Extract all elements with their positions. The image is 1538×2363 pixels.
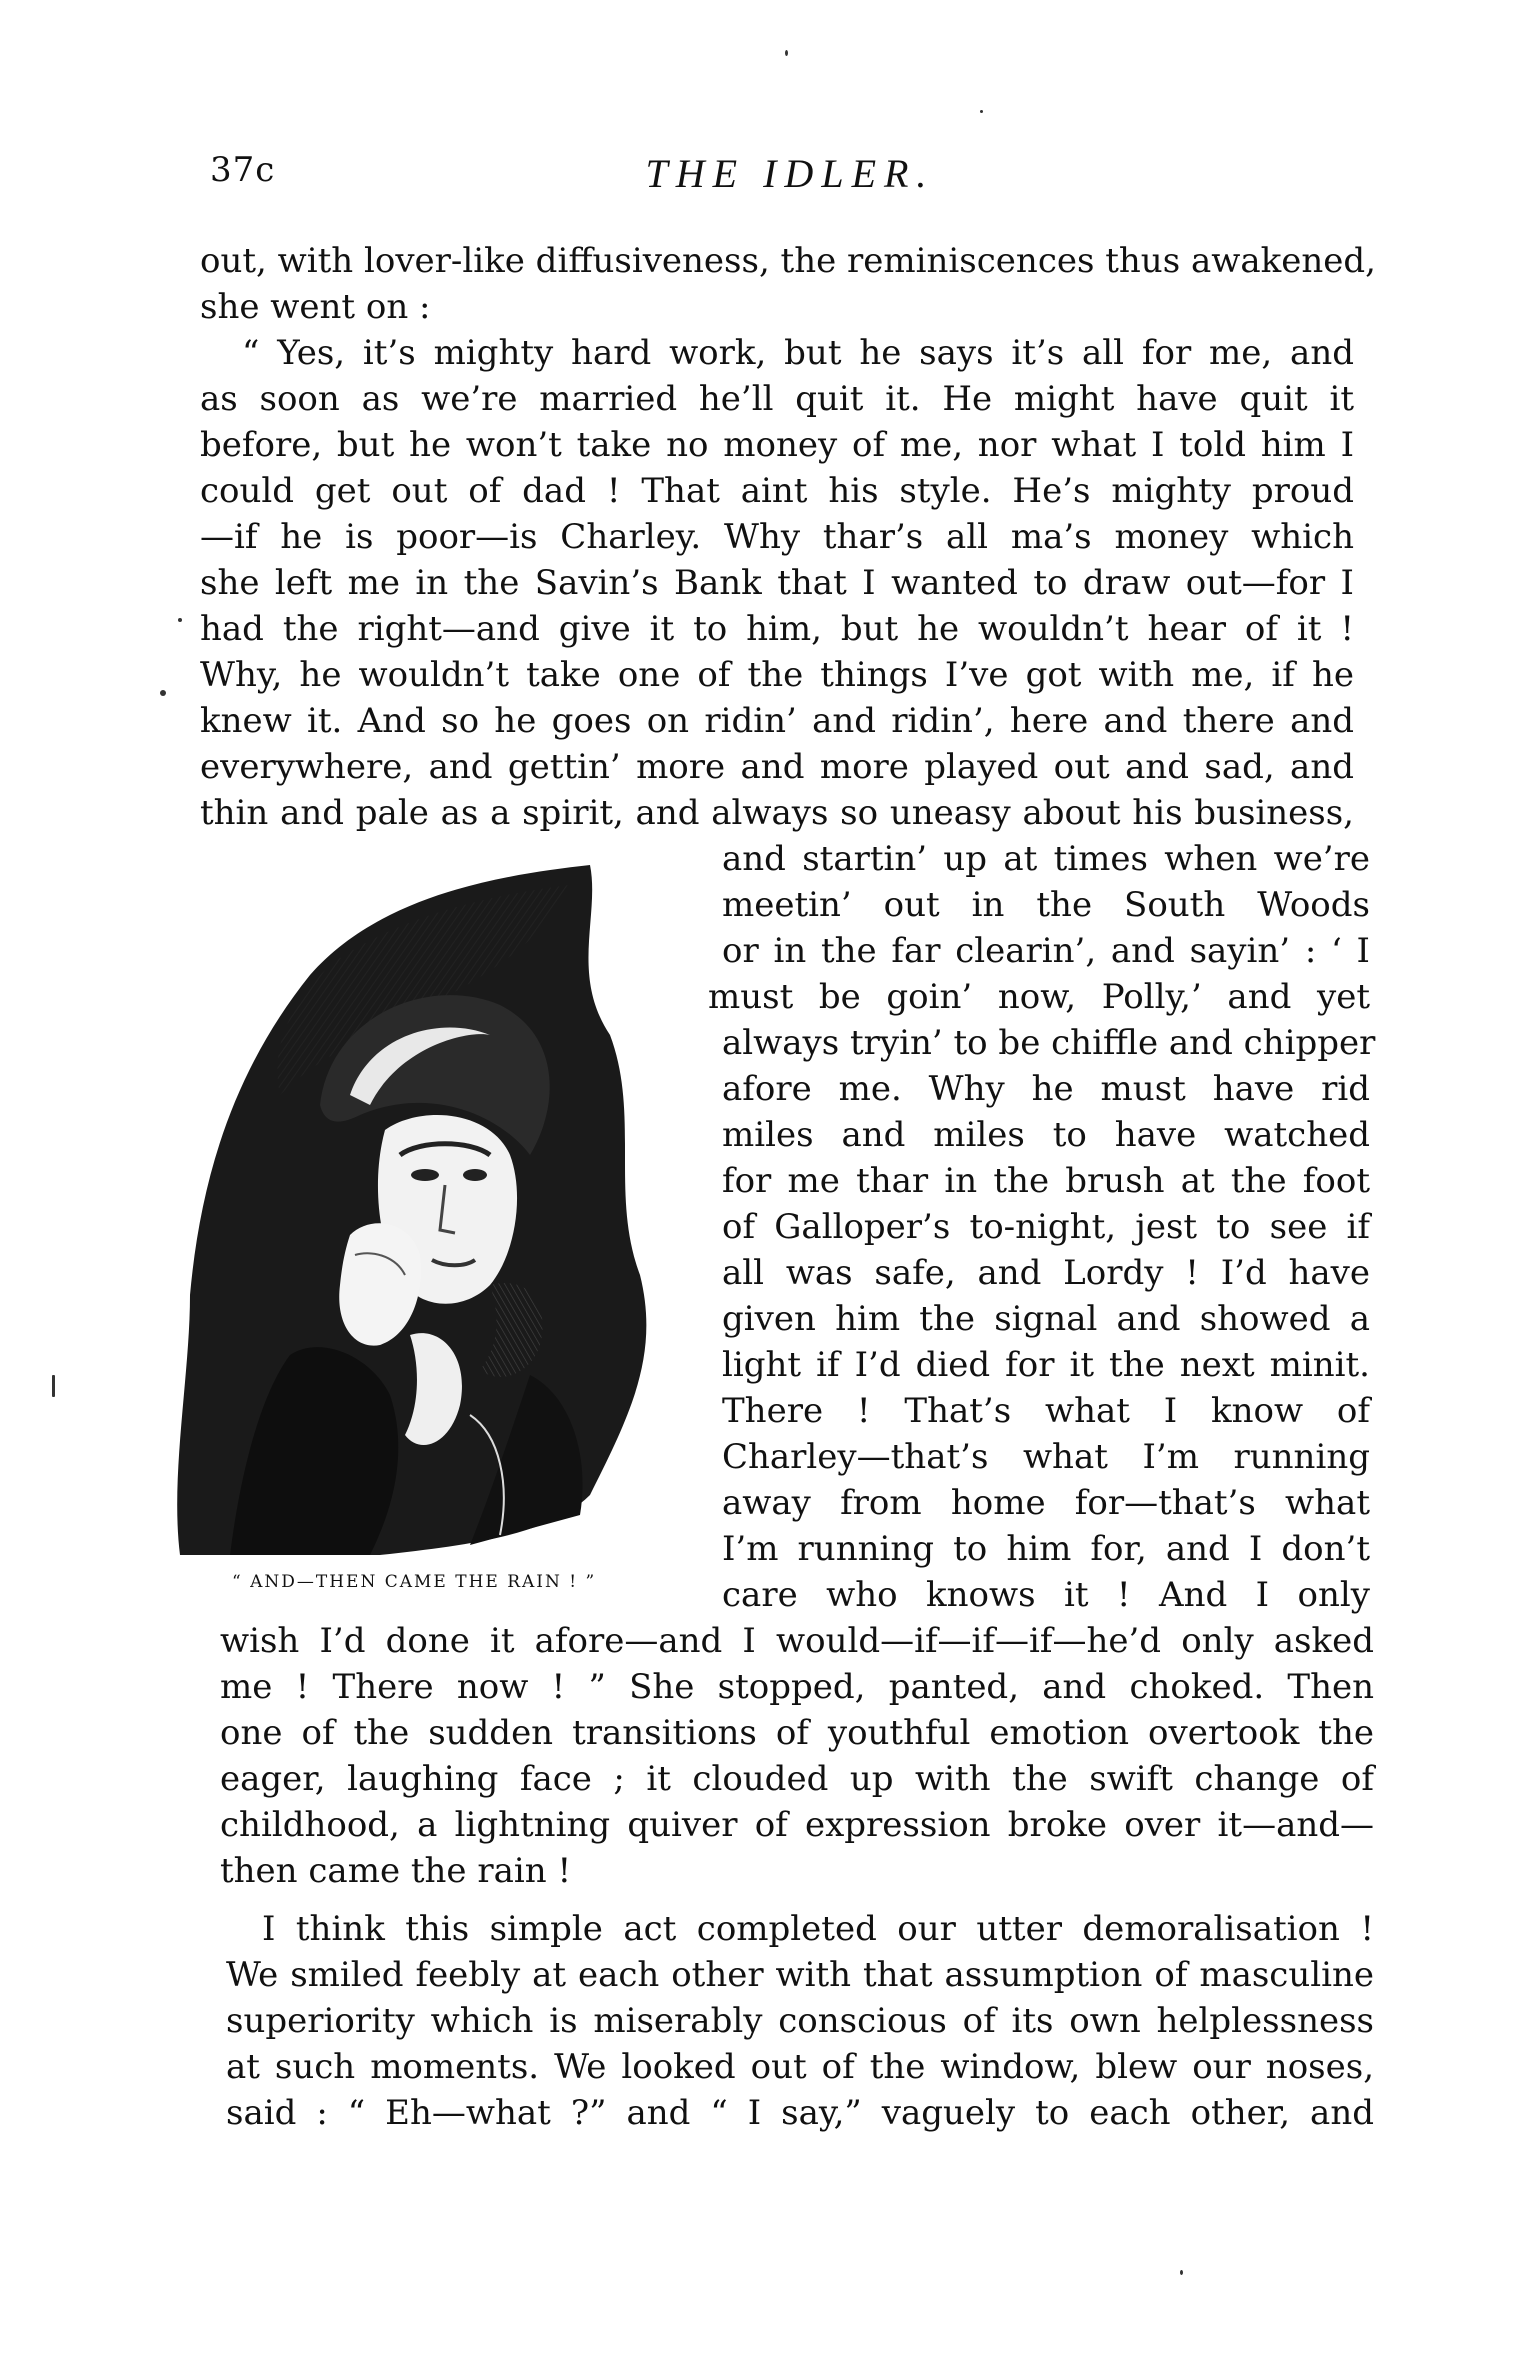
text-line: at such moments. We looked out of the window, blew our noses, bbox=[226, 2047, 1374, 2087]
text-line: out, with lover-like diffusiveness, the reminiscences thus awakened, bbox=[200, 241, 1376, 281]
text-line: before, but he won’t take no money of me, nor what I told him I bbox=[200, 425, 1354, 465]
text-line: must be goin’ now, Polly,’ and yet bbox=[708, 977, 1370, 1017]
text-line: Why, he wouldn’t take one of the things I’ve got with me, if he bbox=[200, 655, 1354, 695]
text-line: could get out of dad ! That aint his style. He’s mighty proud bbox=[200, 471, 1354, 511]
text-line: she went on : bbox=[200, 287, 431, 327]
text-line: miles and miles to have watched bbox=[722, 1115, 1370, 1155]
text-line: as soon as we’re married he’ll quit it. He might have quit it bbox=[200, 379, 1354, 419]
illustration-caption: “ AND—THEN CAME THE RAIN ! ” bbox=[232, 1572, 597, 1592]
text-line: or in the far clearin’, and sayin’ : ‘ I bbox=[722, 931, 1370, 971]
text-line: superiority which is miserably conscious of its own helplessness bbox=[226, 2001, 1374, 2041]
text-line: me ! There now ! ” She stopped, panted, and choked. Then bbox=[220, 1667, 1374, 1707]
text-line: she left me in the Savin’s Bank that I wanted to draw out—for I bbox=[200, 563, 1354, 603]
text-line: had the right—and give it to him, but he wouldn’t hear of it ! bbox=[200, 609, 1354, 649]
illustration-engraving bbox=[170, 855, 690, 1575]
text-line: then came the rain ! bbox=[220, 1851, 572, 1891]
text-line: meetin’ out in the South Woods bbox=[722, 885, 1370, 925]
text-line: all was safe, and Lordy ! I’d have bbox=[722, 1253, 1370, 1293]
text-line: of Galloper’s to-night, jest to see if bbox=[722, 1207, 1370, 1247]
page-header bbox=[200, 150, 1380, 200]
text-line: knew it. And so he goes on ridin’ and ridin’, here and there and bbox=[200, 701, 1354, 741]
text-line: I’m running to him for, and I don’t bbox=[722, 1529, 1370, 1569]
running-title: THE IDLER. bbox=[645, 151, 935, 196]
text-line: said : “ Eh—what ?” and “ I say,” vaguely to each other, and bbox=[226, 2093, 1374, 2133]
text-line: away from home for—that’s what bbox=[722, 1483, 1370, 1523]
text-line: “ Yes, it’s mighty hard work, but he says it’s all for me, and bbox=[242, 333, 1354, 373]
text-line: and startin’ up at times when we’re bbox=[722, 839, 1370, 879]
print-speck bbox=[785, 50, 788, 56]
text-line: eager, laughing face ; it clouded up with the swift change of bbox=[220, 1759, 1374, 1799]
text-line: thin and pale as a spirit, and always so uneasy about his business, bbox=[200, 793, 1354, 833]
page-number: 37c bbox=[210, 150, 276, 190]
text-line: Charley—that’s what I’m running bbox=[722, 1437, 1370, 1477]
text-line: afore me. Why he must have rid bbox=[722, 1069, 1370, 1109]
text-line: childhood, a lightning quiver of expression broke over it—and— bbox=[220, 1805, 1374, 1845]
print-speck bbox=[980, 110, 983, 113]
text-line: everywhere, and gettin’ more and more played out and sad, and bbox=[200, 747, 1354, 787]
print-speck bbox=[1180, 2270, 1183, 2275]
print-speck bbox=[52, 1375, 55, 1397]
text-line: for me thar in the brush at the foot bbox=[722, 1161, 1370, 1201]
text-line: I think this simple act completed our utter demoralisation ! bbox=[262, 1909, 1374, 1949]
text-line: given him the signal and showed a bbox=[722, 1299, 1370, 1339]
text-line: We smiled feebly at each other with that assumption of masculine bbox=[226, 1955, 1374, 1995]
text-line: light if I’d died for it the next minit. bbox=[722, 1345, 1370, 1385]
text-line: always tryin’ to be chiffle and chipper bbox=[722, 1023, 1376, 1063]
text-line: —if he is poor—is Charley. Why thar’s all ma’s money which bbox=[200, 517, 1354, 557]
print-speck bbox=[178, 618, 182, 622]
print-speck bbox=[160, 690, 166, 696]
text-line: one of the sudden transitions of youthful emotion overtook the bbox=[220, 1713, 1374, 1753]
text-line: There ! That’s what I know of bbox=[722, 1391, 1370, 1431]
text-line: wish I’d done it afore—and I would—if—if—if—he’d only asked bbox=[220, 1621, 1374, 1661]
text-line: care who knows it ! And I only bbox=[722, 1575, 1370, 1615]
